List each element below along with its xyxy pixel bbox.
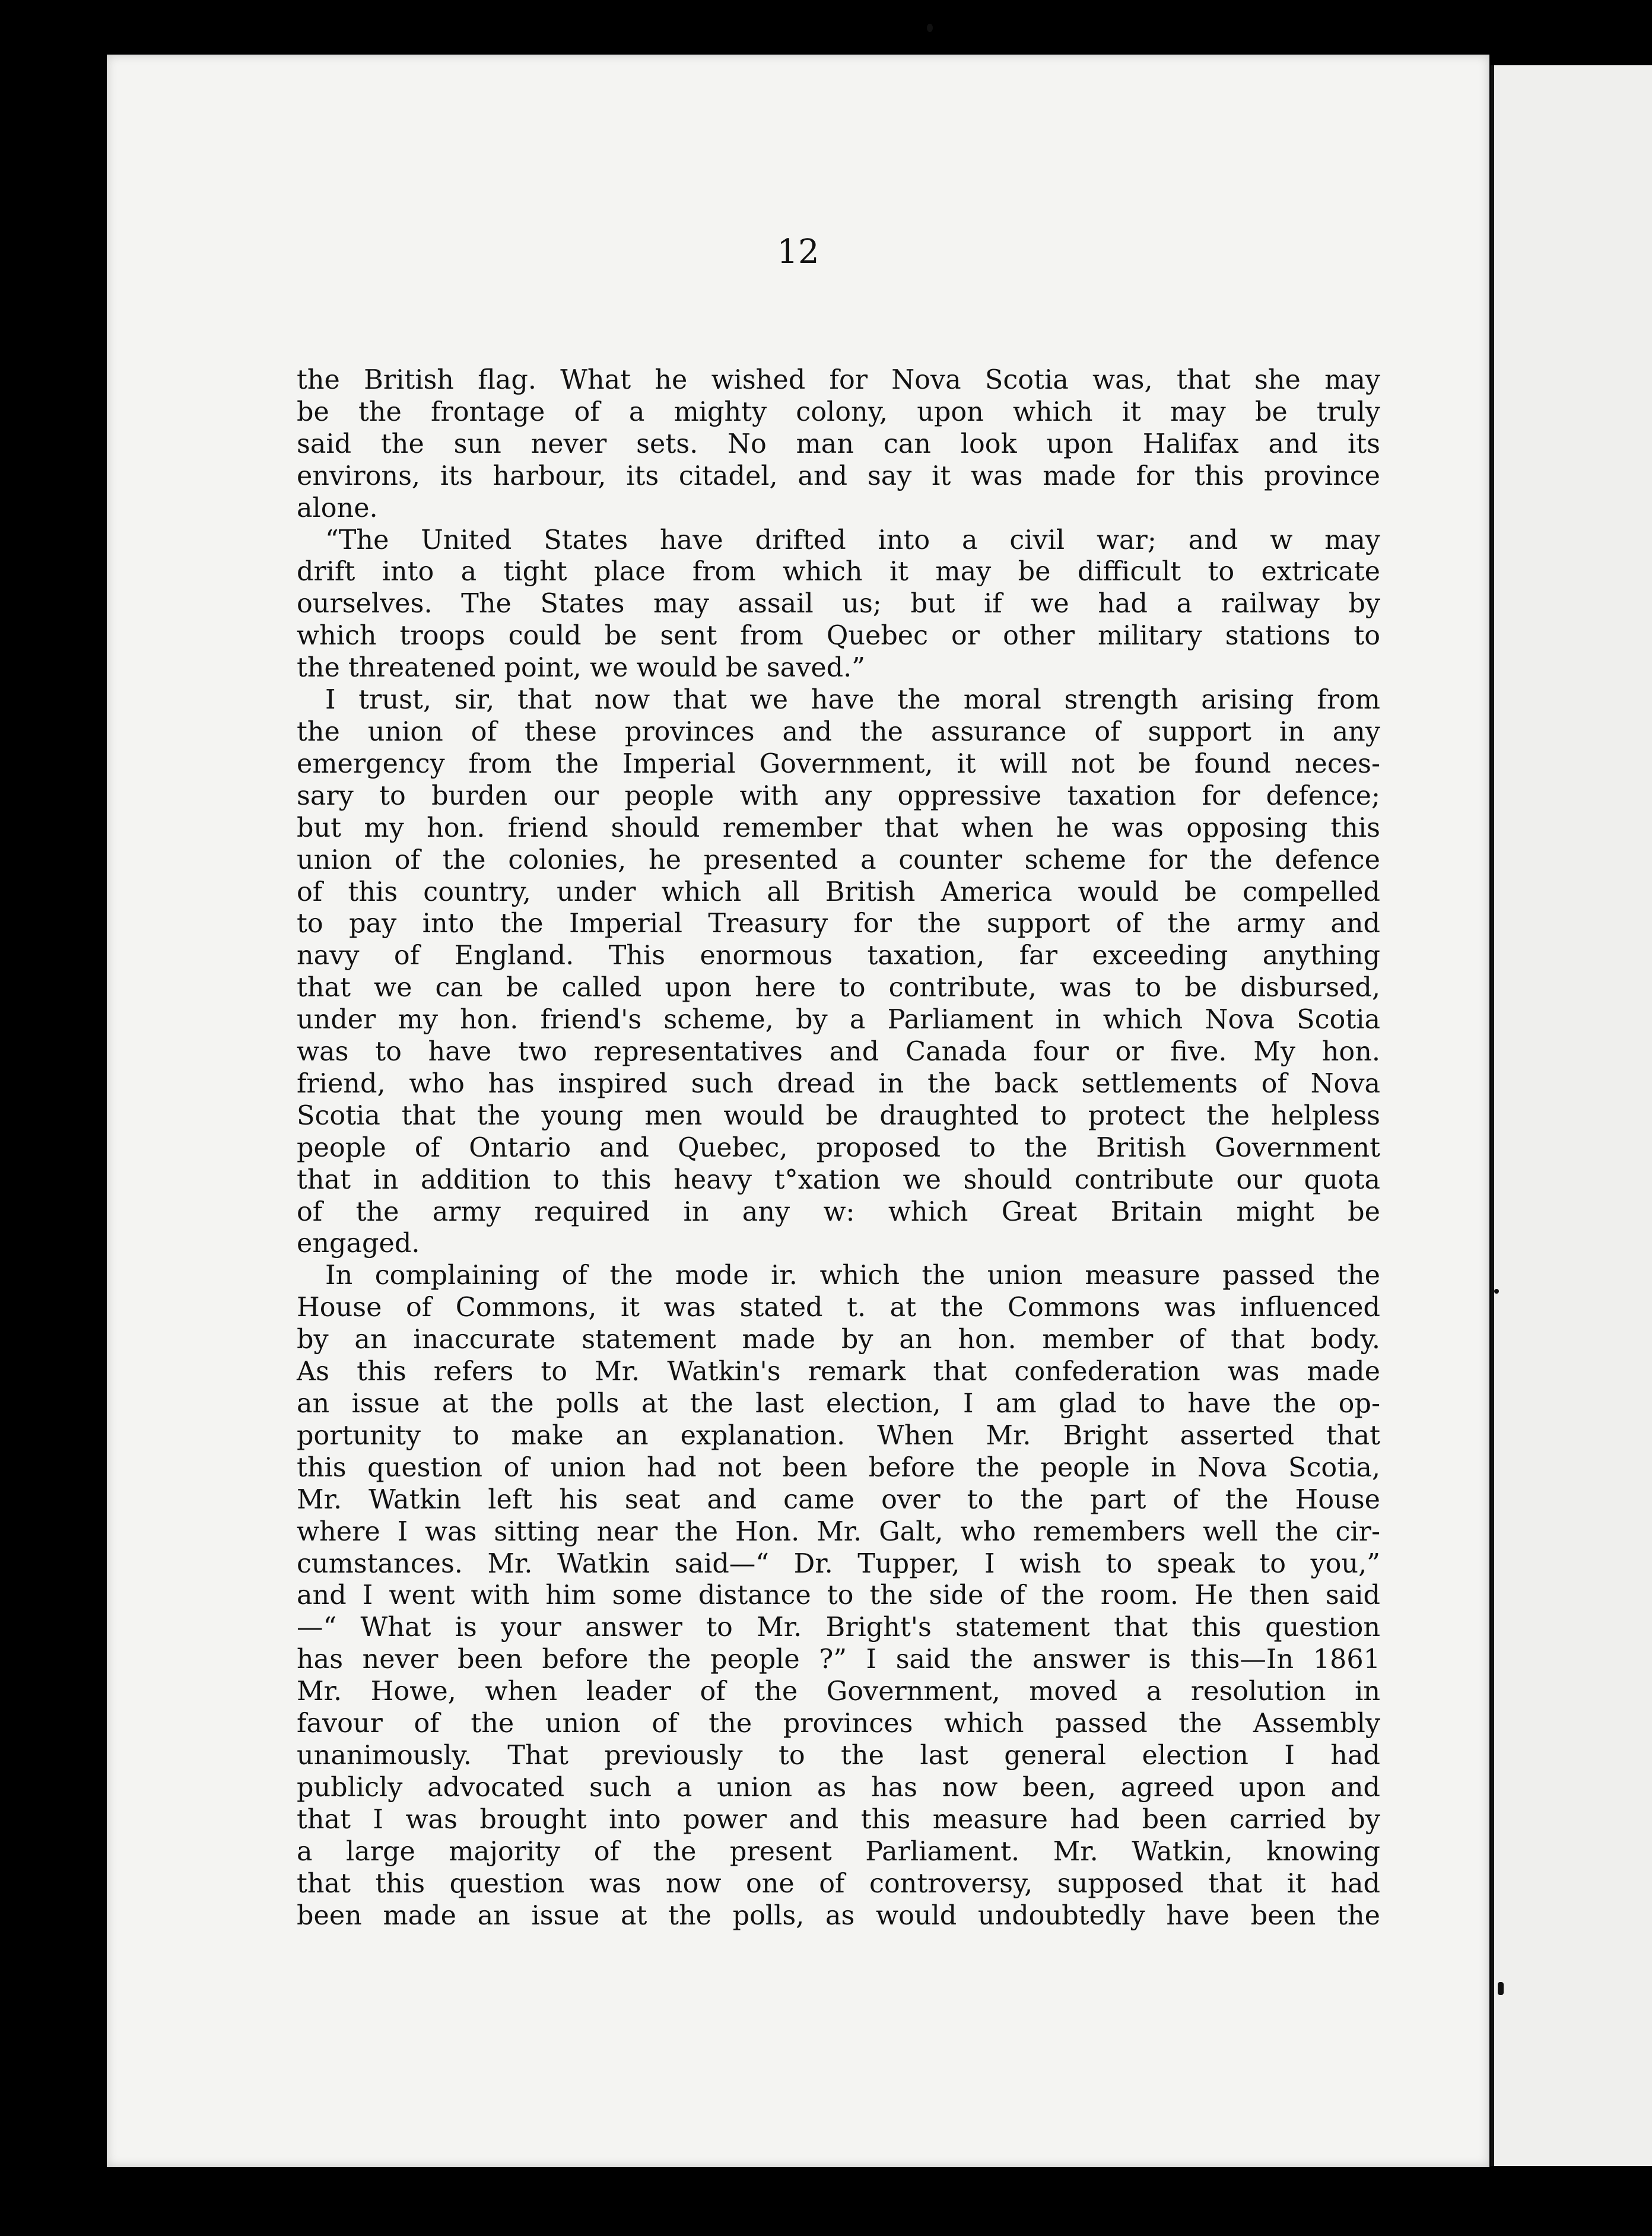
text-line: portunity to make an explanation. When Mr. Bright asserted that (297, 1420, 1380, 1451)
text-line: friend, who has inspired such dread in the back settlements of Nova (297, 1068, 1380, 1099)
text-line: said the sun never sets. No man can look upon Halifax and its (297, 428, 1380, 459)
text-line: of this country, under which all British America would be compelled (297, 876, 1380, 907)
text-line: Scotia that the young men would be draughted to protect the helpless (297, 1100, 1380, 1131)
text-line: under my hon. friend's scheme, by a Parliament in which Nova Scotia (297, 1005, 1380, 1036)
document-page (107, 55, 1489, 2167)
text-line: that we can be called upon here to contribute, was to be disbursed, (297, 973, 1380, 1003)
text-line: that in addition to this heavy t°xation we should contribute our quota (297, 1164, 1380, 1195)
text-line: Mr. Howe, when leader of the Government, moved a resolution in (297, 1676, 1380, 1707)
text-line: a large majority of the present Parliament. Mr. Watkin, knowing (297, 1836, 1380, 1867)
text-line: “The United States have drifted into a civil war; and w may (325, 525, 1380, 555)
text-line: that this question was now one of controversy, supposed that it had (297, 1868, 1380, 1899)
text-line: environs, its harbour, its citadel, and say it was made for this province (297, 460, 1380, 491)
text-line: engaged. (297, 1228, 420, 1259)
text-line: an issue at the polls at the last election, I am glad to have the op- (297, 1389, 1380, 1419)
scan-speck (927, 24, 933, 32)
text-line: favour of the union of the provinces which passed the Assembly (297, 1708, 1380, 1739)
scan-speck (1498, 1982, 1504, 1995)
text-line: navy of England. This enormous taxation, far exceeding anything (297, 941, 1380, 971)
text-line: emergency from the Imperial Government, it will not be found neces- (297, 748, 1380, 779)
text-line: be the frontage of a mighty colony, upon which it may be truly (297, 396, 1380, 427)
text-line: was to have two representatives and Canada four or five. My hon. (297, 1037, 1380, 1068)
text-line: publicly advocated such a union as has now been, agreed upon and (297, 1772, 1380, 1803)
text-line: sary to burden our people with any oppressive taxation for defence; (297, 780, 1380, 811)
text-line: House of Commons, it was stated t. at the Commons was influenced (297, 1292, 1380, 1323)
text-line: alone. (297, 493, 378, 523)
adjacent-page-edge (1491, 65, 1652, 2166)
page-number: 12 (777, 233, 819, 271)
scan-speck (1494, 1289, 1499, 1294)
text-line: the British flag. What he wished for Nova Scotia was, that she may (297, 365, 1380, 395)
text-line: but my hon. friend should remember that when he was opposing this (297, 812, 1380, 843)
text-line: been made an issue at the polls, as would undoubtedly have been the (297, 1900, 1380, 1931)
text-line: this question of union had not been before the people in Nova Scotia, (297, 1452, 1380, 1483)
text-line: which troops could be sent from Quebec or other military stations to (297, 621, 1380, 652)
text-line: Mr. Watkin left his seat and came over to the part of the House (297, 1484, 1380, 1515)
text-line: and I went with him some distance to the side of the room. He then said (297, 1580, 1380, 1611)
text-line: has never been before the people ?” I said the answer is this—In 1861 (297, 1644, 1380, 1675)
text-line: that I was brought into power and this measure had been carried by (297, 1804, 1380, 1835)
text-line: union of the colonies, he presented a counter scheme for the defence (297, 844, 1380, 875)
text-line: In complaining of the mode ir. which the union measure passed the (325, 1260, 1380, 1291)
text-line: people of Ontario and Quebec, proposed to the British Government (297, 1132, 1380, 1163)
text-line: drift into a tight place from which it may be difficult to extricate (297, 557, 1380, 587)
text-line: ourselves. The States may assail us; but if we had a railway by (297, 589, 1380, 620)
body-text (297, 364, 1380, 1932)
text-line: unanimously. That previously to the last general election I had (297, 1740, 1380, 1771)
text-line: the union of these provinces and the assurance of support in any (297, 716, 1380, 747)
text-line: by an inaccurate statement made by an hon. member of that body. (297, 1325, 1380, 1355)
text-line: —“ What is your answer to Mr. Bright's statement that this question (297, 1612, 1380, 1643)
text-line: the threatened point, we would be saved.” (297, 653, 866, 684)
text-line: As this refers to Mr. Watkin's remark that confederation was made (297, 1357, 1380, 1387)
text-line: where I was sitting near the Hon. Mr. Galt, who remembers well the cir- (297, 1516, 1380, 1547)
text-line: cumstances. Mr. Watkin said—“ Dr. Tupper, I wish to speak to you,” (297, 1548, 1380, 1579)
text-line: of the army required in any w: which Great Britain might be (297, 1196, 1380, 1227)
text-line: I trust, sir, that now that we have the moral strength arising from (325, 685, 1380, 716)
text-line: to pay into the Imperial Treasury for the support of the army and (297, 909, 1380, 939)
